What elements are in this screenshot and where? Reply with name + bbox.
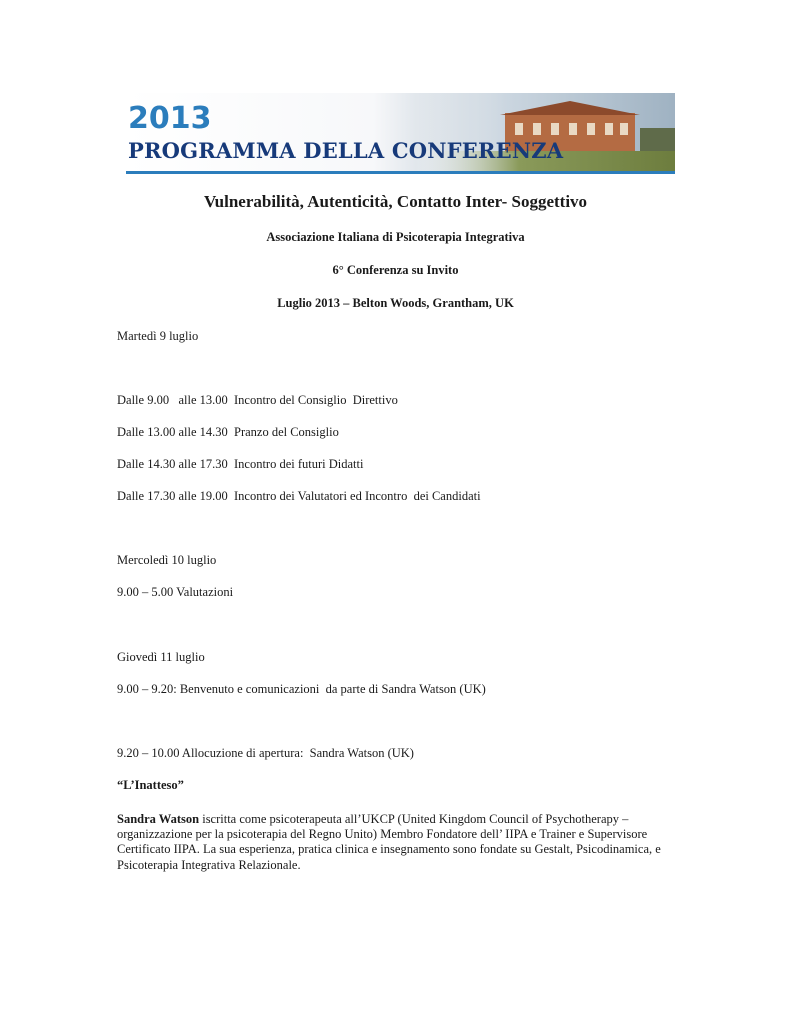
schedule-item: Dalle 17.30 alle 19.00 Incontro dei Valutatori ed Incontro dei Candidati — [117, 489, 481, 503]
document-title: Vulnerabilità, Autenticità, Contatto Inter- Soggettivo — [203, 192, 588, 211]
speaker-bio — [117, 812, 677, 873]
bio-text: iscritta come psicoterapeuta all’UKCP (United Kingdom Council of Psychotherapy – organizzazione per la psicoterapia del Regno Unito) Membro Fondatore dell’ IIPA e Trainer e Supervisore Certificato IIPA. La sua esperienza, pratica clinica e insegnamento sono fondate su Gestalt, Psicodinamica, e Psicoterapia Integrativa Relazionale. — [117, 812, 661, 872]
banner-year: 2013 — [128, 101, 212, 136]
place-date: Luglio 2013 – Belton Woods, Grantham, UK — [277, 296, 514, 310]
conference-label: 6° Conferenza su Invito — [332, 263, 459, 277]
day-heading: Giovedì 11 luglio — [117, 650, 205, 664]
banner-rule — [126, 171, 675, 174]
talk-title: “L’Inatteso” — [117, 778, 184, 792]
association-name: Associazione Italiana di Psicoterapia Integrativa — [266, 230, 525, 244]
banner-title: PROGRAMMA DELLA CONFERENZA — [128, 138, 564, 163]
schedule-item: 9.20 – 10.00 Allocuzione di apertura: Sandra Watson (UK) — [117, 746, 414, 760]
schedule-item: Dalle 13.00 alle 14.30 Pranzo del Consiglio — [117, 425, 339, 439]
schedule-item: 9.00 – 9.20: Benvenuto e comunicazioni da parte di Sandra Watson (UK) — [117, 682, 486, 696]
day-heading: Mercoledì 10 luglio — [117, 553, 217, 567]
schedule-item: 9.00 – 5.00 Valutazioni — [117, 585, 234, 599]
schedule-item: Dalle 14.30 alle 17.30 Incontro dei futuri Didatti — [117, 457, 364, 471]
speaker-name: Sandra Watson — [117, 812, 200, 826]
conference-banner — [126, 93, 675, 174]
day-heading: Martedì 9 luglio — [117, 329, 199, 343]
schedule-item: Dalle 9.00 alle 13.00 Incontro del Consiglio Direttivo — [117, 393, 398, 407]
